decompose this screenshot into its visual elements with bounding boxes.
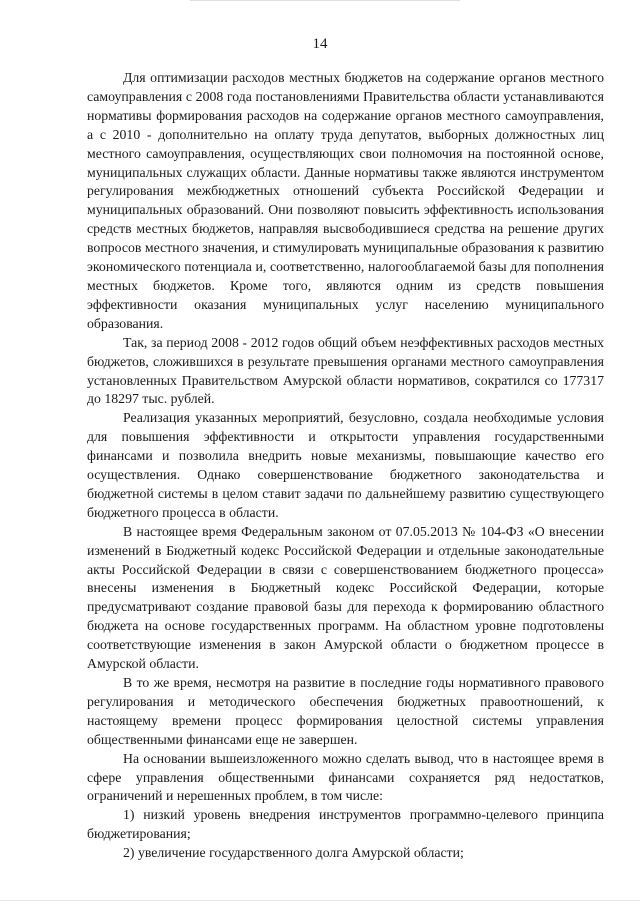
- paragraph-ineffective-expenses: Так, за период 2008 - 2012 годов общий объем неэффективных расходов местных бюджетов, сложившихся в результате превышения органами местного самоуправления установленных Правительством Амурской области нормативов, сократился со 177317 до 18297 тыс. рублей.: [87, 334, 604, 407]
- paragraph-regulation-status: В то же время, несмотря на развитие в последние годы нормативного правового регулирования и методического обеспечения бюджетных правоотношений, к настоящему времени процесс формирования целостной системы управления общественными финансами еще не завершен.: [87, 675, 604, 747]
- paragraph-conclusion: На основании вышеизложенного можно сделать вывод, что в настоящее время в сфере управления общественными финансами сохраняется ряд недостатков, ограничений и нерешенных проблем, в том числе:: [87, 750, 604, 804]
- scan-artifact-top: [190, 0, 460, 5]
- list-item: 1) низкий уровень внедрения инструментов программно-целевого принципа бюджетирования;: [87, 807, 604, 842]
- paragraph-federal-law: В настоящее время Федеральным законом от 07.05.2013 № 104-ФЗ «О внесении изменений в Бюджетный кодекс Российской Федерации и отдельные законодательные акты Российской Федерации в связи с совершенствованием бюджетного процесса» внесены изменения в Бюджетный кодекс Российской Федерации, которые предусматривают создание правовой базы для перехода к формированию областного бюджета на основе государственных программ. На областном уровне подготовлены соответствующие изменения в закон Амурской области о бюджетном процессе в Амурской области.: [87, 523, 604, 672]
- paragraph-local-budget-norms: Для оптимизации расходов местных бюджетов на содержание органов местного самоуправления с 2008 года постановлениями Правительства области устанавливаются нормативы формирования расходов на содержание органов местного самоуправления, а с 2010 - дополнительно на оплату труда депутатов, выборных должностных лиц местного самоуправления, осуществляющих свои полномочия на постоянной основе, муниципальных служащих области. Данные нормативы также являются инструментом регулирования межбюджетных отношений субъекта Российской Федерации и муниципальных образований. Они позволяют повысить эффективность использования средств местных бюджетов, направляя высвободившиеся средства на решение других вопросов местного значения, и стимулировать муниципальные образования к развитию экономического потенциала и, соответственно, налогооблагаемой базы для пополнения местных бюджетов. Кроме того, являются одним из средств повышения эффективности оказания муниципальных услуг населению муниципального образования.: [87, 70, 604, 331]
- paragraph-measures-implementation: Реализация указанных мероприятий, безусловно, создала необходимые условия для повышения эффективности и открытости управления государственными финансами и позволила внедрить новые механизмы, повышающие качество его осуществления. Однако совершенствование бюджетного законодательства и бюджетной системы в целом ставит задачи по дальнейшему развитию существующего бюджетного процесса в области.: [87, 410, 604, 520]
- page-number: 14: [312, 36, 328, 52]
- body-text: [87, 69, 604, 863]
- scan-artifact-bottom: [0, 900, 640, 901]
- list-item: 2) увеличение государственного долга Амурской области;: [123, 845, 464, 861]
